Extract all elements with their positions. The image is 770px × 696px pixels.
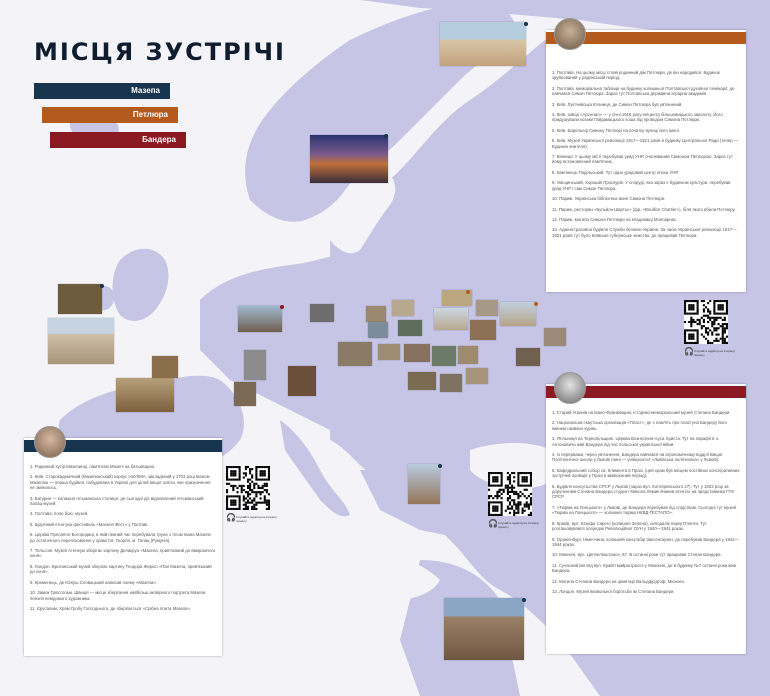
list-item: 8. Лондон. Британський музей зберігає картину Теодора Жеріко «Пан Мазепа, прив'язаний до коня». xyxy=(30,563,212,575)
list-item: 2. Національна скаутська організація «Пласт», де є пам'ять про пластуна Бандеру його іменем названо курінь. xyxy=(552,420,727,431)
marker-dot xyxy=(534,302,538,306)
petliura-card xyxy=(546,30,746,292)
photo-khoroshiv[interactable] xyxy=(466,368,488,384)
marker-dot xyxy=(438,464,442,468)
list-item: 7. Вінниця. У цьому місті перебував уряд УНР, очолюваний Симоном Петлюрою. Зараз тут йому встановлений пам'ятник. xyxy=(552,154,733,165)
list-item: 8. Кам'янець-Подільський. Тут один урядовий центр епохи УНР. xyxy=(552,169,679,175)
photo-lviv-4[interactable] xyxy=(378,344,400,360)
list-item: 3. Ягільниця на Тернопільщині. Церква Вознесіння Ісуса Христа. Тут на парафії в о. Антоновича жив Бандера під час польської української війни. xyxy=(552,436,720,447)
photo-sachsenhausen[interactable] xyxy=(310,304,334,322)
page-title: МІСЦЯ ЗУСТРІЧІ xyxy=(34,38,286,66)
photo-paris-street[interactable] xyxy=(116,378,174,412)
list-item: 2. Київ, Старокадемічний (Мазепинський) корпус НаУКМА, закладений у 1703 році Іваном Мазепою — перша будівля, побудована в Україні для цілей вищої освіти, яке призначення не змінилось. xyxy=(30,474,211,491)
list-item: 7. Тельсоні. Музей Атенеум зберігає картину Делакруа «Мазепа, прив'язаний до вмираючого коня». xyxy=(30,548,216,559)
list-item: 10. Париж. Українська бібліотека імені Симона Петлюри. xyxy=(552,196,666,202)
list-item: 6. Будівля консульства СРСР у Львові (зараз вул. Котляревського 27). Тут у 1933 році за дорученням Степана Бандери студент Микола Лемик вчинив атентат на представника ГПУ СРСР. xyxy=(552,483,735,500)
photo-prague-cathedral[interactable] xyxy=(238,306,282,332)
petliura-list xyxy=(552,70,740,243)
list-item: 7. «Тюрма на Лонцького» у Львові, де Бандера перебував під слідством. Сьогодні тут музей «Тюрма на Лонцького» — колишня тюрма НКВД-ҐЕСТАПО». xyxy=(552,504,736,516)
list-item: 11. Єрусалим, Храм Гробу Господнього, де зберігається «Срібна плита Мазепи». xyxy=(30,605,192,611)
photo-galati-church[interactable] xyxy=(408,464,440,504)
portrait-bandera xyxy=(554,372,586,404)
qr-code-petliura[interactable] xyxy=(684,300,728,344)
qr-caption: Слухайте аудіогід на сторінці проєкту xyxy=(498,521,539,529)
mazepa-list xyxy=(30,464,216,616)
photo-kremenets[interactable] xyxy=(408,372,436,390)
headphones-icon: 🎧 xyxy=(226,513,236,522)
photo-kyiv-1[interactable] xyxy=(392,300,414,316)
photo-london-museum[interactable] xyxy=(48,318,114,364)
legend-bandera: Бандера xyxy=(50,132,186,148)
photo-lviv-3[interactable] xyxy=(368,322,388,338)
photo-lviv-1[interactable] xyxy=(338,342,372,366)
photo-munich-street[interactable] xyxy=(234,382,256,406)
list-item: 8. Краків, вул. Юзефа Сарего (колишня Зелена), неподалік парку Плянти. Тут розташовувався осередок Революційної ОУН у 1940—1941 роках. xyxy=(552,520,707,532)
list-item: 6. Київ. Музей Української революції 1917—1921 років в будинку Центральної Ради (тепер — Будинок вчителя). xyxy=(552,138,739,149)
photo-munich-grave[interactable] xyxy=(244,350,266,380)
list-item: 6. Церква Пресвятої Богородиці, в якій певний час перебувала труна з тілом Івана Мазепи до остаточного перепоховання у храмі Св. Георгія, м. Галац (Румунія). xyxy=(30,532,211,543)
marker-dot xyxy=(466,290,470,294)
qr-code-mazepa[interactable] xyxy=(226,466,270,510)
list-item: 12. Могила Степана Бандери на цвинтарі Вальдфрідгоф, Мюнхен. xyxy=(552,578,686,584)
marker-dot xyxy=(280,305,284,309)
photo-krakow[interactable] xyxy=(288,366,316,396)
marker-dot xyxy=(524,22,528,26)
headphones-icon: 🎧 xyxy=(488,519,498,528)
list-item: 13. Лондон. Музей визвольної боротьби ім Степана Бандери. xyxy=(552,588,675,594)
photo-vinnytsia[interactable] xyxy=(432,346,456,366)
photo-kamianets[interactable] xyxy=(458,346,478,364)
list-item: 10. Замок Гріпсгольм. Швеція — місце зберігання найбільш імовірного портрета Мазепи пензля невідомого художника. xyxy=(30,590,206,601)
list-item: 9. Кременець, де Юліуш Словацький написав поему «Мазепа». xyxy=(30,579,157,585)
photo-kyiv-3[interactable] xyxy=(434,308,468,330)
list-item: 5. Київ. Барельєф Симону Петлюрі на початку вулиці його імені. xyxy=(552,127,680,133)
list-item: 2. Полтава, меморіальна таблиця на будинку колишньої Полтавської духовної семінарії, де навчався Симон Петлюра. Зараз тут Полтавська державна аграрна академія. xyxy=(552,85,735,97)
photo-baturyn[interactable] xyxy=(544,328,566,346)
list-item: 12. Париж, могила Симона Петлюри на кладовищі Монпарнас. xyxy=(552,216,678,222)
headphones-icon: 🎧 xyxy=(684,347,694,356)
qr-code-bandera[interactable] xyxy=(488,472,532,516)
bandera-list xyxy=(552,410,740,599)
photo-brown-interior[interactable] xyxy=(58,284,102,314)
list-item: 13. Адміністративна будівля Служби безпеки України. За часів Української революції 1917—1921 років тут було Київське губернське земство, де працював Петлюра. xyxy=(552,227,737,238)
photo-gripsholm-castle[interactable] xyxy=(310,135,388,183)
photo-kyiv-6[interactable] xyxy=(476,300,498,316)
photo-paris-facade[interactable] xyxy=(152,356,178,378)
photo-kyiv-2[interactable] xyxy=(404,344,430,362)
list-item: 9. Умєцинський, Хорошій Проскурів. У споруді, яка зараз є будинком культури, перебував уряд УНР і сам Симон Петлюра. xyxy=(552,180,731,191)
list-item: 1. Родинний хутір Мазепинці, пам'ятник Мазепі на батьківщині. xyxy=(30,464,156,469)
legend-petliura: Петлюра xyxy=(42,107,178,123)
list-item: 11. Париж, ресторан «Бульйон Шартьє» (фр. «Bouillon Chartier»), біля якого вбили Петлюру. xyxy=(552,206,736,212)
qr-caption: Слухайте аудіогід на сторінці проєкту xyxy=(694,349,735,357)
list-item: 1. Полтава. На цьому місці стояв родинний дім Петлюри, де він народився. Будинок зруйнований у радянський період. xyxy=(552,70,720,81)
list-item: 4. Із перервами, через ув'язнення, Бандера навчався на агрономічному відділі Вищої Політехнічної школи у Львові (нині — університет «Львівська політехніка» у Львові). xyxy=(552,452,723,463)
photo-poltava-2[interactable] xyxy=(516,348,540,366)
list-item: 10. Мюнхен, вул. Цеппелінштрасе, 67. В останні роки тут працював Степан Бандера. xyxy=(552,552,722,558)
list-item: 3. Київ. Лук'янівська в'язниця, де Симон Петлюра був ув'язнений. xyxy=(552,101,683,107)
list-item: 5. Кафедральний собор св. Климента в Празі, (цей храм був місцем постійних конспіративних зустрічей оунівців у Празі в міжвоєнний період). xyxy=(552,467,740,479)
list-item: 4. Київ, завод «Арсенал» — у січні 1918 року епіцентр більшовицького заколоту. Його придушували козаки Гайдамацького коша під проводом Симона Петлюри. xyxy=(552,112,723,123)
photo-jerusalem[interactable] xyxy=(444,598,524,660)
photo-lviv-2[interactable] xyxy=(366,306,386,322)
photo-kyiv-5[interactable] xyxy=(470,320,496,340)
portrait-mazepa xyxy=(34,426,66,458)
photo-poltava-1[interactable] xyxy=(500,302,536,326)
list-item: 5. Щорічний етно-рок фестиваль «Мазепа Фест» у Полтаві. xyxy=(30,521,149,527)
list-item: 4. Полтава, поле бою, музей. xyxy=(30,511,89,517)
list-item: 11. Сучасний вигляд вул. Крайттмайрштрассе у Мюнхені, де в будинку №7 останні роки жив Бандера. xyxy=(552,562,736,574)
portrait-petliura xyxy=(554,18,586,50)
bandera-card xyxy=(546,384,746,654)
qr-caption: Слухайте аудіогід на сторінці проєкту xyxy=(236,515,277,523)
marker-dot xyxy=(522,598,526,602)
mazepa-card xyxy=(24,438,222,656)
photo-mazepyntsi[interactable] xyxy=(440,374,462,392)
list-item: 9. Оранієнбург, Німеччина, колишній концтабір Заксенгаузен, де перебував Бандера у 1942—1944 роках. xyxy=(552,536,739,547)
photo-ternopil[interactable] xyxy=(398,320,422,336)
photo-poltava-building[interactable] xyxy=(440,22,526,66)
list-item: 1. Старий Угринів на Івано-Франківщині, історико-меморіальний музей Степана Бандери. xyxy=(552,410,731,415)
list-item: 3. Батурин — колишня гетьманська столиця, де сьогодні діє відновлений гетьманський палац-музей. xyxy=(30,495,204,507)
legend-mazepa: Мазепа xyxy=(34,83,170,99)
marker-dot xyxy=(384,134,388,138)
marker-dot xyxy=(100,284,104,288)
